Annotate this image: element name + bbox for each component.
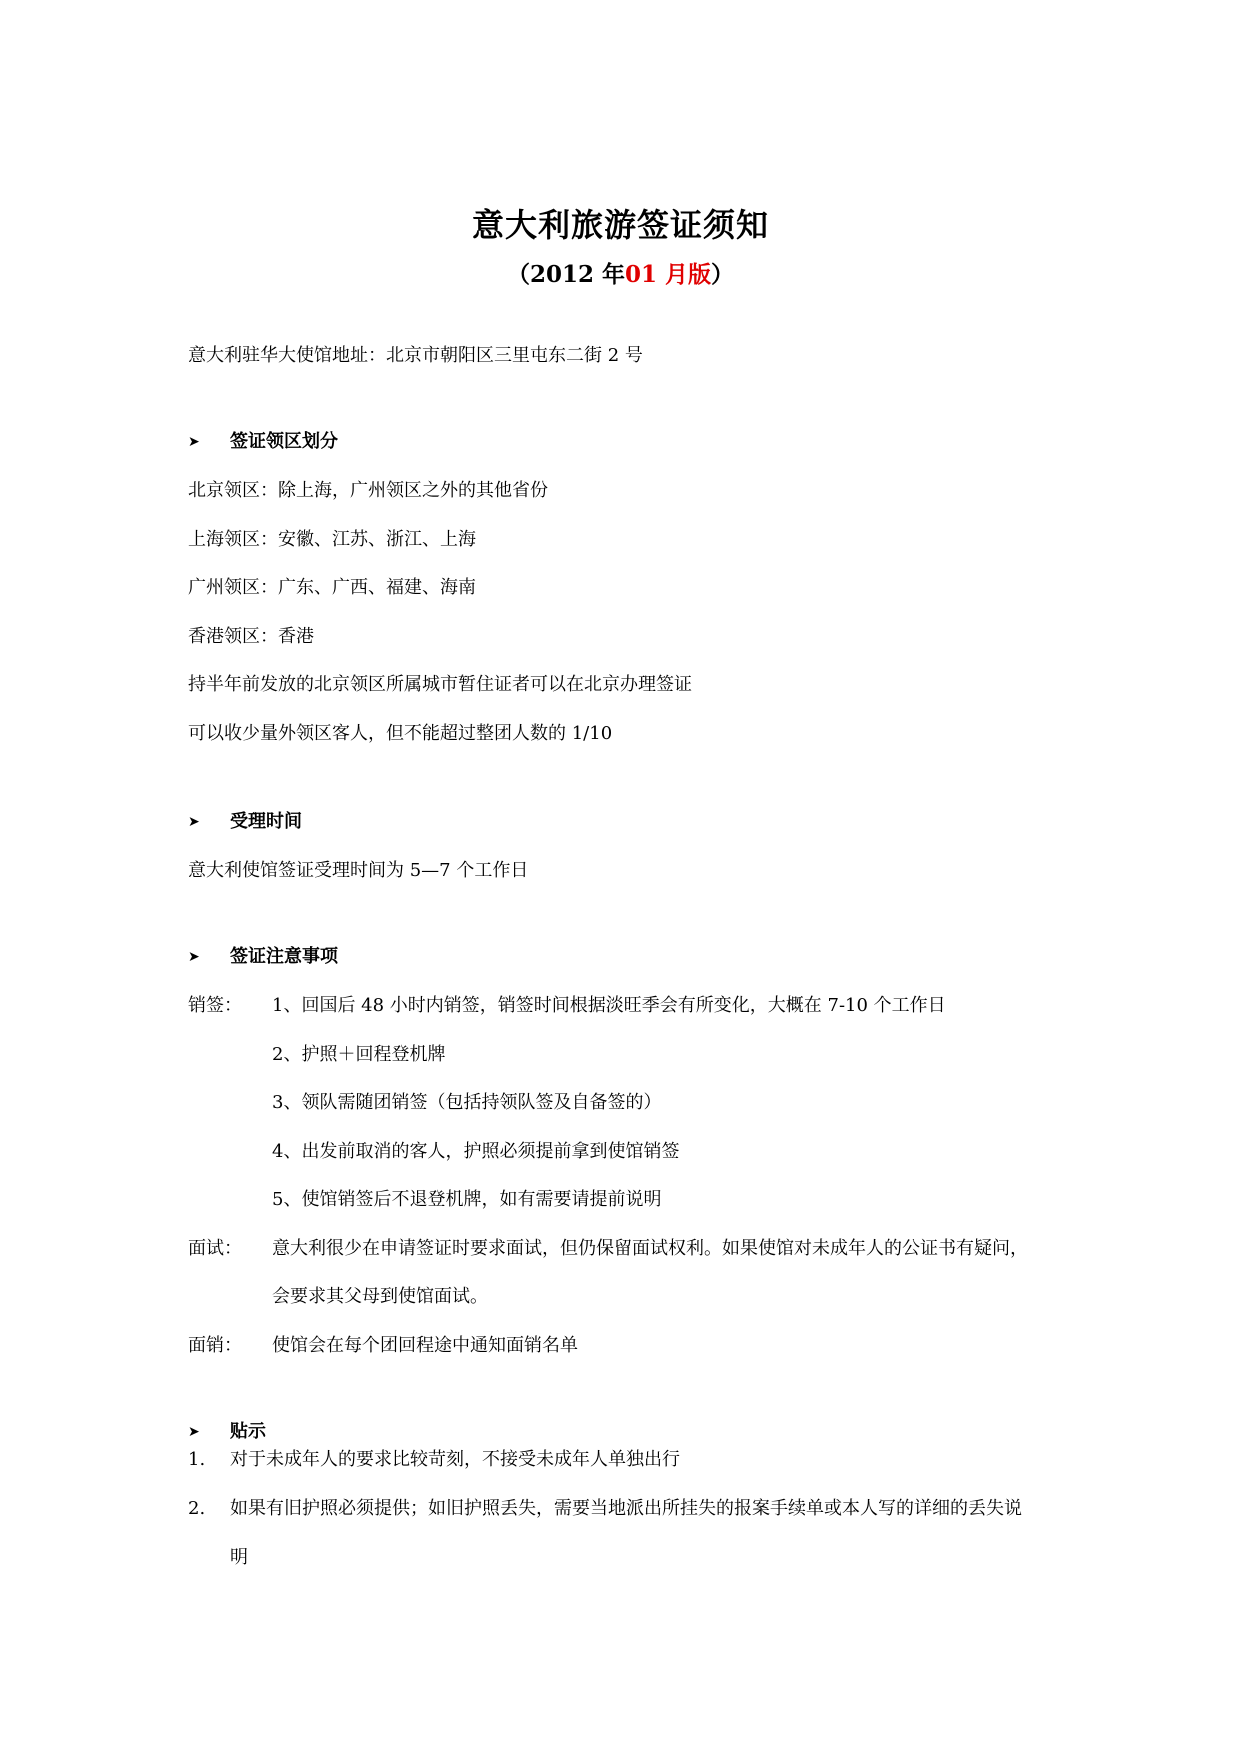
- document-subtitle: [0, 256, 1241, 289]
- cancel-item: 3、领队需随团销签（包括持领队签及自备签的）: [272, 1092, 662, 1113]
- subtitle-open: （2012 年: [506, 261, 625, 288]
- arrowhead-bullet-icon: ➤: [188, 949, 200, 965]
- interview-text: 意大利很少在申请签证时要求面试，但仍保留面试权利。如果使馆对未成年人的公证书有疑问，: [272, 1238, 1028, 1259]
- section-heading-tips: 贴示: [230, 1421, 266, 1442]
- embassy-address: 意大利驻华大使馆地址：北京市朝阳区三里屯东二街 2 号: [188, 345, 643, 366]
- section-heading-notes: 签证注意事项: [230, 946, 338, 967]
- cancel-item: 4、出发前取消的客人，护照必须提前拿到使馆销签: [272, 1141, 680, 1162]
- arrowhead-bullet-icon: ➤: [188, 1424, 200, 1440]
- tip-text-continued: 明: [230, 1547, 248, 1568]
- consular-line: 广州领区：广东、广西、福建、海南: [188, 577, 476, 598]
- arrowhead-bullet-icon: ➤: [188, 434, 200, 450]
- consular-line: 北京领区：除上海，广州领区之外的其他省份: [188, 480, 548, 501]
- consular-line: 持半年前发放的北京领区所属城市暂住证者可以在北京办理签证: [188, 674, 692, 695]
- section-heading-consular: 签证领区划分: [230, 431, 338, 452]
- tip-number: 1.: [188, 1449, 206, 1470]
- document-title: 意大利旅游签证须知: [471, 206, 769, 244]
- interview-text: 会要求其父母到使馆面试。: [272, 1286, 488, 1307]
- arrowhead-bullet-icon: ➤: [188, 814, 200, 830]
- cancel-label: 销签：: [188, 995, 242, 1016]
- consular-line: 可以收少量外领区客人，但不能超过整团人数的 1/10: [188, 723, 613, 744]
- consular-line: 上海领区：安徽、江苏、浙江、上海: [188, 529, 476, 550]
- tip-number: 2.: [188, 1498, 206, 1519]
- face-cancel-text: 使馆会在每个团回程途中通知面销名单: [272, 1335, 578, 1356]
- subtitle-close: ）: [711, 261, 735, 288]
- processing-line: 意大利使馆签证受理时间为 5—7 个工作日: [188, 860, 529, 881]
- subtitle-edition: 01 月版: [625, 261, 712, 288]
- section-heading-processing: 受理时间: [230, 811, 302, 832]
- cancel-item: 2、护照＋回程登机牌: [272, 1044, 446, 1065]
- tip-text: 对于未成年人的要求比较苛刻，不接受未成年人单独出行: [230, 1449, 680, 1470]
- tip-text: 如果有旧护照必须提供；如旧护照丢失，需要当地派出所挂失的报案手续单或本人写的详细的丢失说: [230, 1498, 1022, 1519]
- interview-label: 面试：: [188, 1238, 242, 1259]
- consular-line: 香港领区：香港: [188, 626, 314, 647]
- face-cancel-label: 面销：: [188, 1335, 242, 1356]
- cancel-item: 1、回国后 48 小时内销签，销签时间根据淡旺季会有所变化，大概在 7-10 个工作日: [272, 995, 946, 1016]
- cancel-item: 5、使馆销签后不退登机牌，如有需要请提前说明: [272, 1189, 662, 1210]
